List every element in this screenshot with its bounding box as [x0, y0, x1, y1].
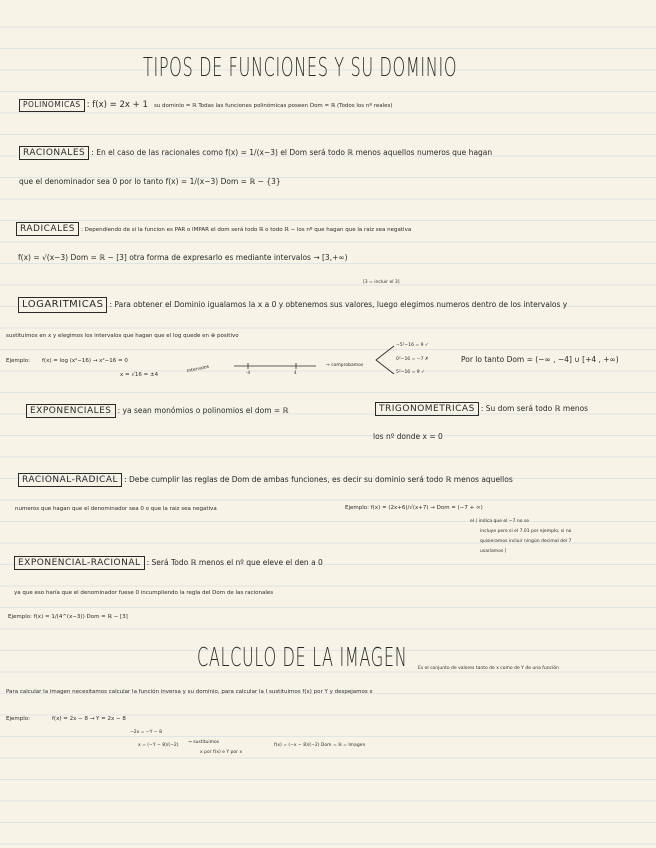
logaritmicas-label: LOGARITMICAS — [18, 297, 107, 313]
radicales-label: RADICALES — [16, 222, 79, 236]
polinomicas-section — [19, 99, 393, 112]
racional-radical-note1: el ( indica que el −7 no se — [470, 519, 530, 524]
log-number-line — [230, 358, 320, 378]
trigonometricas-line2: los nº donde x = 0 — [373, 432, 443, 441]
radicales-note: [3 = incluir el 3] — [363, 280, 400, 285]
log-example2: x = √16 = ±4 — [120, 372, 159, 378]
log-conclusion: Por lo tanto Dom = (−∞ , −4] ∪ [+4 , +∞) — [461, 355, 619, 364]
imagen-step5: f(x) = (−x − 8)/(−2) Dom = ℝ = Imagen — [274, 743, 366, 748]
imagen-title: CALCULO DE LA IMAGEN — [197, 643, 408, 673]
log-brace — [372, 344, 396, 376]
racional-radical-label: RACIONAL-RADICAL — [18, 473, 122, 487]
polinomicas-formula: : f(x) = 2x + 1 — [86, 100, 148, 110]
racional-radical-example: Ejemplo: f(x) = (2x+6)/√(x+7) → Dom = (−7 + ∞) — [345, 505, 483, 511]
exponencial-racional-label: EXPONENCIAL-RACIONAL — [14, 556, 145, 570]
racionales-line2: que el denominador sea 0 por lo tanto f(x) = 1/(x−3) Dom = ℝ − {3} — [19, 177, 281, 186]
logaritmicas-line2: sustituimos en x y elegimos los intervalos que hagan que el log quede en ⊕ positivo — [6, 333, 239, 339]
log-check3: 5²−16 = 9 ✓ — [396, 370, 425, 375]
radicales-line1: : Dependiendo de si la funcion es PAR o IMPAR el dom será todo ℝ o todo ℝ − los nº que hagan que la raiz sea negativa — [81, 227, 412, 233]
exponencial-racional-line2: ya que eso haría que el denominador fuese 0 incumpliendo la regla del Dom de las racionales — [14, 590, 274, 596]
racional-radical-note2: incluye pero si el 7.01 por ejemplo, si no — [480, 529, 572, 534]
trigonometricas-label: TRIGONOMETRICAS — [375, 402, 479, 416]
imagen-line1: Para calcular la imagen necesitamos calcular la función inversa y su dominio, para calcular la I sustituimos f(x) por Y y despejamos x — [6, 689, 373, 695]
imagen-step1: f(x) = 2x − 8 → Y = 2x − 8 — [52, 716, 126, 722]
racionales-section — [19, 146, 492, 160]
log-check1: −5²−16 = 9 ✓ — [396, 343, 429, 348]
racional-radical-section — [18, 473, 513, 487]
log-intervals-note: Intervalos — [186, 364, 210, 375]
exponencial-racional-line1: : Será Todo ℝ menos el nº que eleve el den a 0 — [146, 558, 323, 567]
log-example1: f(x) = log (x²−16) → x²−16 = 0 — [42, 358, 128, 364]
logaritmicas-line1: : Para obtener el Dominio igualamos la x a 0 y obtenemos sus valores, luego elegimos numeros dentro de los intervalos y — [109, 300, 568, 309]
radicales-line2: f(x) = √(x−3) Dom = ℝ − [3] otra forma de expresarlo es mediante intervalos → [3,+∞) — [18, 253, 348, 262]
exponenciales-section — [26, 404, 289, 418]
log-check2: 0²−16 = −7 ✗ — [396, 357, 429, 362]
racional-radical-line1: : Debe cumplir las reglas de Dom de ambas funciones, es decir su dominio será todo ℝ menos aquellos — [124, 475, 513, 484]
polinomicas-label: POLINOMICAS — [19, 99, 85, 112]
number-line-label-pos4: 4 — [294, 370, 297, 375]
racional-radical-note4: usaríamos [ — [480, 549, 507, 554]
polinomicas-text: su dominio = ℝ Todas las funciones polinómicas poseen Dom = ℝ (Todos los nº reales) — [153, 103, 393, 109]
trigonometricas-line1: : Su dom será todo ℝ menos — [480, 404, 589, 413]
log-example-label: Ejemplo: — [6, 358, 30, 364]
number-line-label-neg4: -4 — [246, 370, 250, 375]
exponencial-racional-example: Ejemplo: f(x) = 1/(4^(x−3)) Dom = ℝ − [3] — [8, 614, 128, 620]
exponenciales-label: EXPONENCIALES — [26, 404, 116, 418]
imagen-step2: −2x = −Y − 8 — [130, 730, 162, 735]
imagen-step4: → sustituimos — [188, 740, 220, 745]
imagen-side-note: Es el conjunto de valores tanto de x como de Y de una función — [418, 666, 559, 671]
log-brace-path — [376, 346, 394, 374]
imagen-example-label: Ejemplo: — [6, 716, 30, 722]
main-title: TIPOS DE FUNCIONES Y SU DOMINIO — [143, 53, 458, 83]
log-check-note: → comprobamos — [326, 363, 364, 368]
imagen-step4b: x por f(x) e Y por x — [200, 750, 243, 755]
radicales-section — [16, 222, 411, 236]
exponenciales-text: : ya sean monómios o polinomios el dom = ℝ — [117, 406, 289, 415]
imagen-step3: x = (−Y − 8)/(−2) — [138, 743, 179, 748]
racionales-label: RACIONALES — [19, 146, 89, 160]
trigonometricas-section — [375, 402, 588, 416]
racional-radical-line2: numeros que hagan que el denominador sea 0 o que la raiz sea negativa — [15, 506, 217, 512]
racional-radical-note3: quisieramos incluir ningún decimal del 7 — [480, 539, 572, 544]
logaritmicas-section — [18, 297, 567, 313]
exponencial-racional-section — [14, 556, 323, 570]
racionales-line1: : En el caso de las racionales como f(x) = 1/(x−3) el Dom será todo ℝ menos aquellos numeros que hagan — [91, 148, 493, 157]
